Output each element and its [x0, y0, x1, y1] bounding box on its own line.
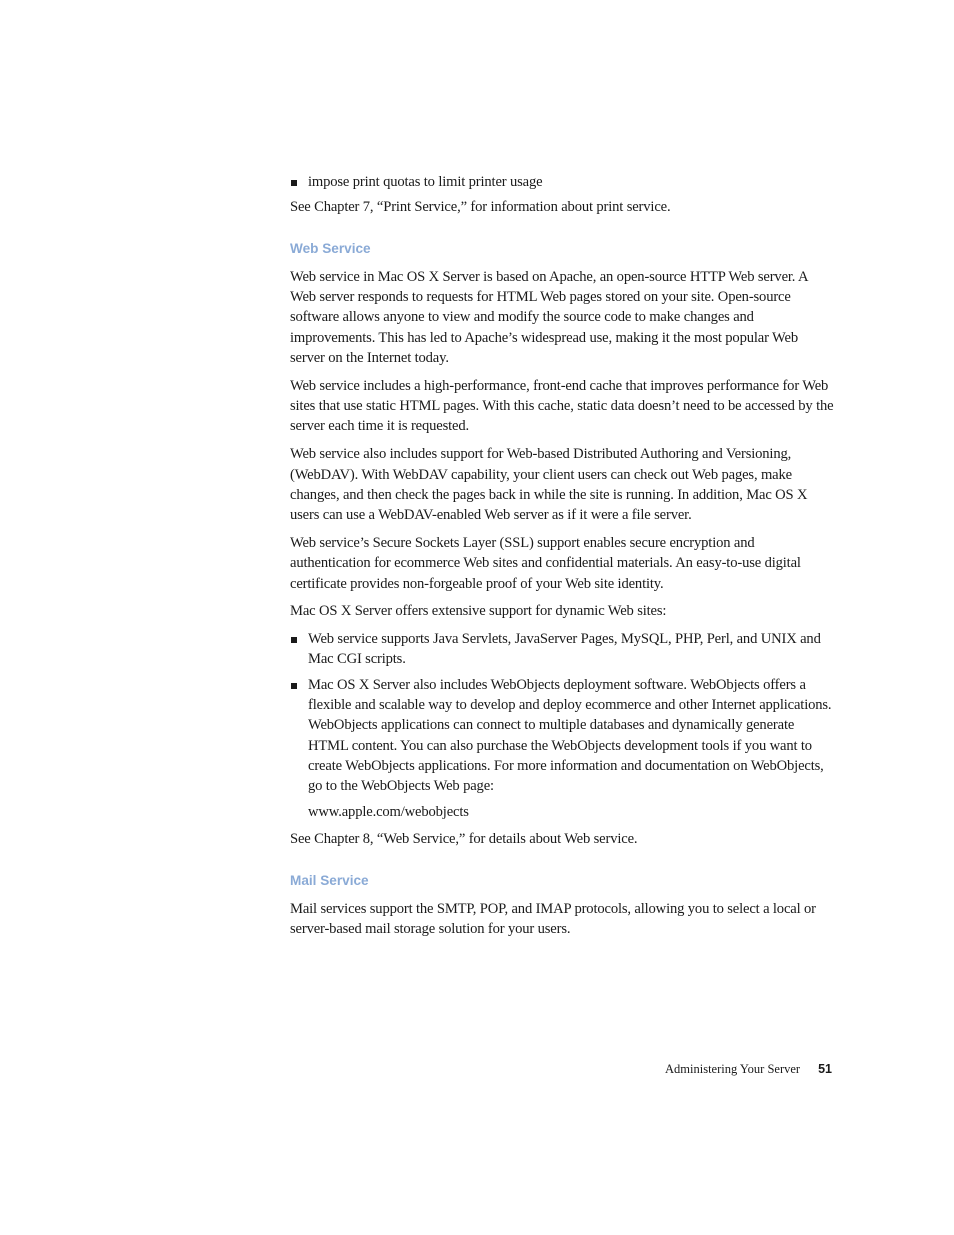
list-item-text: Web service supports Java Servlets, JavaServer Pages, MySQL, PHP, Perl, and UNIX and Mac CGI scripts.: [308, 631, 821, 668]
list-item: [290, 172, 835, 192]
footer-title: Administering Your Server: [665, 1062, 801, 1076]
section-heading-web-service: Web Service: [290, 240, 371, 256]
paragraph: Web service in Mac OS X Server is based on Apache, an open-source HTTP Web server. A Web server responds to requests for HTML Web pages stored on your site. Open-source software allows anyone to view and modify the source code to make changes and improvements. This has led to Apache’s widespread use, making it the most popular Web server on the Internet today.: [290, 268, 808, 367]
bullet-square-icon: [291, 637, 297, 643]
list-item: [290, 675, 835, 797]
paragraph: Mac OS X Server offers extensive support for dynamic Web sites:: [290, 603, 667, 620]
web-service-reference: See Chapter 8, “Web Service,” for details about Web service.: [290, 831, 638, 848]
page-body: [290, 172, 835, 947]
section-heading-mail-service: Mail Service: [290, 872, 369, 888]
list-item-text: Mac OS X Server also includes WebObjects deployment software. WebObjects offers a flexible and scalable way to develop and deploy ecommerce and other Internet applications. WebObjects applications can connect to multiple databases and dynamically generate HTML content. You can also purchase the WebObjects development tools if you want to create WebObjects applications. For more information and documentation on WebObjects, go to the WebObjects Web page:: [308, 676, 832, 795]
paragraph: Web service includes a high-performance, front-end cache that improves performance for Web sites that use static HTML pages. With this cache, static data doesn’t need to be accessed by the server each time it is requested.: [290, 377, 834, 435]
webobjects-url: www.apple.com/webobjects: [308, 803, 469, 820]
list-item: [290, 629, 835, 670]
print-service-reference: See Chapter 7, “Print Service,” for information about print service.: [290, 199, 671, 216]
paragraph: Mail services support the SMTP, POP, and IMAP protocols, allowing you to select a local or server-based mail storage solution for your users.: [290, 900, 816, 938]
page-number: 51: [818, 1062, 832, 1076]
bullet-square-icon: [291, 180, 297, 186]
bullet-square-icon: [291, 683, 297, 689]
paragraph: Web service’s Secure Sockets Layer (SSL) support enables secure encryption and authentication for ecommerce Web sites and confidential materials. An easy-to-use digital certificate provides non-forgeable proof of your Web site identity.: [290, 534, 801, 592]
paragraph: Web service also includes support for Web-based Distributed Authoring and Versioning, (WebDAV). With WebDAV capability, your client users can check out Web pages, make changes, and then check the pages back in while the site is running. In addition, Mac OS X users can use a WebDAV-enabled Web server as if it were a file server.: [290, 446, 808, 524]
list-item-text: impose print quotas to limit printer usage: [308, 174, 543, 190]
page-footer: [665, 1062, 832, 1077]
